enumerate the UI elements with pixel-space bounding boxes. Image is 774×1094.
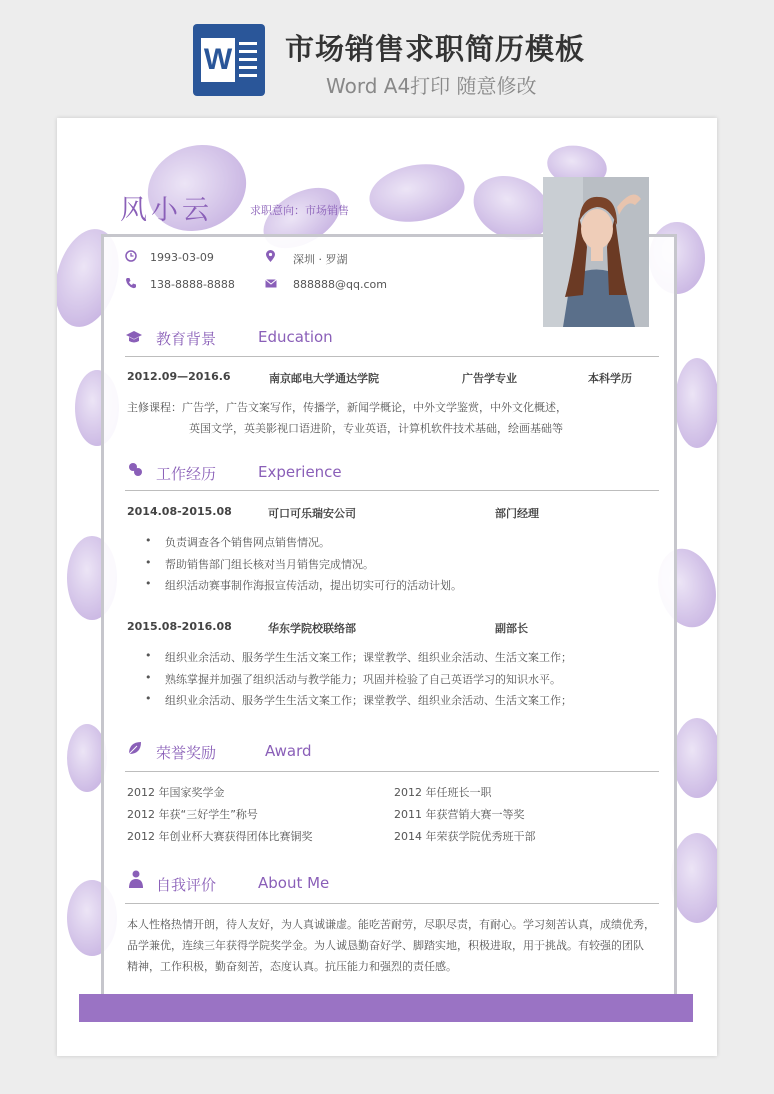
job-period: 2015.08-2016.08: [127, 620, 232, 633]
person-icon: [129, 870, 143, 888]
job-duty: • 熟练掌握并加强了组织活动与教学能力；巩固并检验了自己英语学习的知识水平。: [165, 671, 561, 687]
education-title-en: Education: [258, 328, 333, 346]
divider: [125, 490, 659, 491]
email-icon: [265, 279, 277, 288]
divider: [125, 356, 659, 357]
about-text: 本人性格热情开朗，待人友好，为人真诚谦虚。能吃苦耐劳，尽职尽责，有耐心。学习刻苦认真，成绩优秀，: [127, 918, 655, 931]
job-company: 华东学院校联络部: [268, 622, 356, 635]
word-logo-letter: W: [201, 38, 235, 82]
awards-title-en: Award: [265, 742, 312, 760]
award-item: 2014 年荣获学院优秀班干部: [394, 830, 536, 843]
word-logo-icon: [193, 24, 265, 96]
about-title-en: About Me: [258, 874, 330, 892]
education-title: 教育背景: [156, 330, 217, 348]
award-item: 2012 年获“三好学生”称号: [127, 808, 258, 821]
email-address: 888888@qq.com: [293, 278, 387, 291]
about-text: 精神，工作积极，勤奋刻苦，态度认真。抗压能力和强烈的责任感。: [127, 960, 457, 973]
template-title: 市场销售求职简历模板: [285, 32, 586, 66]
education-major: 广告学专业: [462, 372, 517, 385]
education-courses-cont: 英国文学，英美影视口语进阶，专业英语，计算机软件技术基础，绘画基础等: [189, 422, 563, 435]
experience-title: 工作经历: [156, 465, 217, 483]
graduation-cap-icon: [125, 330, 143, 344]
template-subtitle: Word A4打印 随意修改: [326, 74, 537, 98]
resume-page: [57, 118, 717, 1056]
handshake-icon: [127, 461, 143, 477]
bottom-accent-bar: [79, 994, 693, 1022]
education-period: 2012.09—2016.6: [127, 370, 231, 383]
leaf-icon: [127, 740, 143, 756]
job-duty: • 帮助销售部门组长核对当月销售完成情况。: [165, 556, 374, 572]
about-title: 自我评价: [156, 876, 217, 894]
phone-number: 138-8888-8888: [150, 278, 235, 291]
divider: [125, 771, 659, 772]
award-item: 2012 年国家奖学金: [127, 786, 225, 799]
job-company: 可口可乐瑞安公司: [268, 507, 356, 520]
birth-date: 1993-03-09: [150, 251, 214, 264]
template-header: [0, 0, 774, 118]
location-pin-icon: [265, 249, 276, 263]
phone-icon: [125, 277, 137, 289]
divider: [125, 903, 659, 904]
award-item: 2011 年获营销大赛一等奖: [394, 808, 525, 821]
clock-icon: [125, 250, 137, 262]
about-text: 品学兼优，连续三年获得学院奖学金。为人诚恳勤奋好学、脚踏实地，积极进取，用于挑战。有较强的团队: [127, 939, 644, 952]
job-period: 2014.08-2015.08: [127, 505, 232, 518]
education-courses: 主修课程：广告学，广告文案写作，传播学，新闻学概论，中外文学鉴赏，中外文化概述，: [127, 401, 567, 414]
awards-title: 荣誉奖励: [156, 744, 217, 762]
education-school: 南京邮电大学通达学院: [269, 372, 379, 385]
job-intent: 求职意向：市场销售: [250, 204, 349, 217]
job-position: 部门经理: [495, 507, 539, 520]
education-degree: 本科学历: [588, 372, 632, 385]
location: 深圳 · 罗湖: [293, 253, 348, 266]
job-duty: • 组织活动赛事制作海报宣传活动，提出切实可行的活动计划。: [165, 577, 462, 593]
job-duty: • 负责调查各个销售网点销售情况。: [165, 534, 330, 550]
profile-photo: [543, 177, 649, 327]
experience-title-en: Experience: [258, 463, 342, 481]
candidate-name: 风小云: [120, 195, 213, 226]
job-duty: • 组织业余活动、服务学生生活文案工作；课堂教学、组织业余活动、生活文案工作；: [165, 692, 572, 708]
award-item: 2012 年任班长一职: [394, 786, 492, 799]
award-item: 2012 年创业杯大赛获得团体比赛铜奖: [127, 830, 313, 843]
job-position: 副部长: [495, 622, 528, 635]
job-duty: • 组织业余活动、服务学生生活文案工作；课堂教学、组织业余活动、生活文案工作；: [165, 649, 572, 665]
